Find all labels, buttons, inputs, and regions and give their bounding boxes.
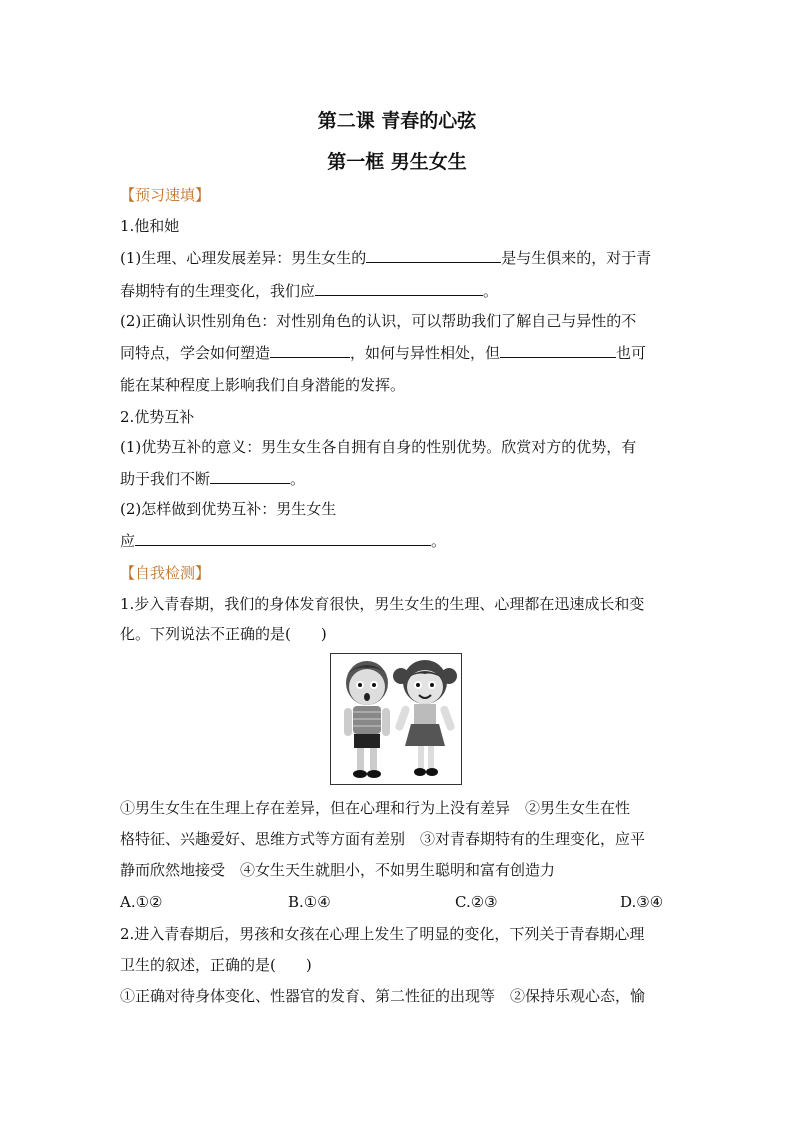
lesson-title: 第二课 青春的心弦 (317, 110, 477, 132)
fill-blank[interactable] (210, 469, 290, 484)
text: 春期特有的生理变化，我们应 (120, 282, 316, 300)
paragraph-line (120, 531, 676, 551)
option-d[interactable]: D.③④ (620, 893, 664, 911)
preview-section-heading: 【预习速填】 (120, 186, 211, 204)
paragraph-line: (2)正确认识性别角色：对性别角色的认识，可以帮助我们了解自己与异性的不 (120, 312, 637, 330)
item-heading-1: 1.他和她 (120, 217, 180, 235)
text: (1)生理、心理发展差异：男生女生的 (120, 249, 367, 267)
text: 助于我们不断 (120, 470, 211, 488)
paragraph-line (120, 248, 676, 268)
fill-blank[interactable] (315, 281, 483, 296)
option-b[interactable]: B.①④ (288, 893, 331, 911)
paragraph-line: (1)优势互补的意义：男生女生各自拥有自身的性别优势。欣赏对方的优势，有 (120, 438, 637, 456)
fill-blank[interactable] (366, 248, 501, 263)
text: 也可 (616, 344, 647, 362)
section-title: 第一框 男生女生 (327, 151, 467, 173)
question-1-statement: ①男生女生在生理上存在差异，但在心理和行为上没有差异 ②男生女生在性 (120, 799, 631, 817)
question-2-line: 卫生的叙述，正确的是( ) (120, 956, 312, 974)
boy-figure (344, 661, 390, 778)
question-2-statement: ①正确对待身体变化、性器官的发育、第二性征的出现等 ②保持乐观心态，愉 (120, 987, 646, 1005)
question-1-statement: 静而欣然地接受 ④女生天生就胆小，不如男生聪明和富有创造力 (120, 861, 556, 879)
question-2-line: 2.进入青春期后，男孩和女孩在心理上发生了明显的变化，下列关于青春期心理 (120, 925, 645, 943)
boy-girl-illustration (330, 653, 462, 785)
text: 。 (431, 532, 447, 550)
self-check-section-heading: 【自我检测】 (120, 564, 211, 582)
paragraph-line (120, 281, 676, 301)
item-heading-2: 2.优势互补 (120, 408, 195, 426)
fill-blank[interactable] (270, 343, 350, 358)
option-a[interactable]: A.①② (120, 893, 163, 911)
paragraph-line (120, 343, 676, 363)
fill-blank[interactable] (500, 343, 616, 358)
text: 。 (483, 282, 499, 300)
question-1-line: 1.步入青春期，我们的身体发育很快，男生女生的生理、心理都在迅速成长和变 (120, 595, 645, 613)
cartoon-children-icon (331, 654, 461, 784)
text: 同特点，学会如何塑造 (120, 344, 271, 362)
text: ，如何与异性相处，但 (350, 344, 501, 362)
paragraph-line: 能在某种程度上影响我们自身潜能的发挥。 (120, 376, 406, 394)
question-1-options (120, 893, 676, 913)
question-1-statement: 格特征、兴趣爱好、思维方式等方面有差别 ③对青春期特有的生理变化，应平 (120, 830, 646, 848)
girl-figure (393, 660, 457, 776)
question-1-line: 化。下列说法不正确的是( ) (120, 625, 327, 643)
text: 是与生俱来的，对于青 (501, 249, 652, 267)
text: 。 (290, 470, 306, 488)
fill-blank[interactable] (135, 531, 431, 546)
text: 应 (120, 532, 136, 550)
paragraph-line (120, 469, 676, 489)
option-c[interactable]: C.②③ (455, 893, 498, 911)
paragraph-line: (2)怎样做到优势互补：男生女生 (120, 500, 337, 518)
